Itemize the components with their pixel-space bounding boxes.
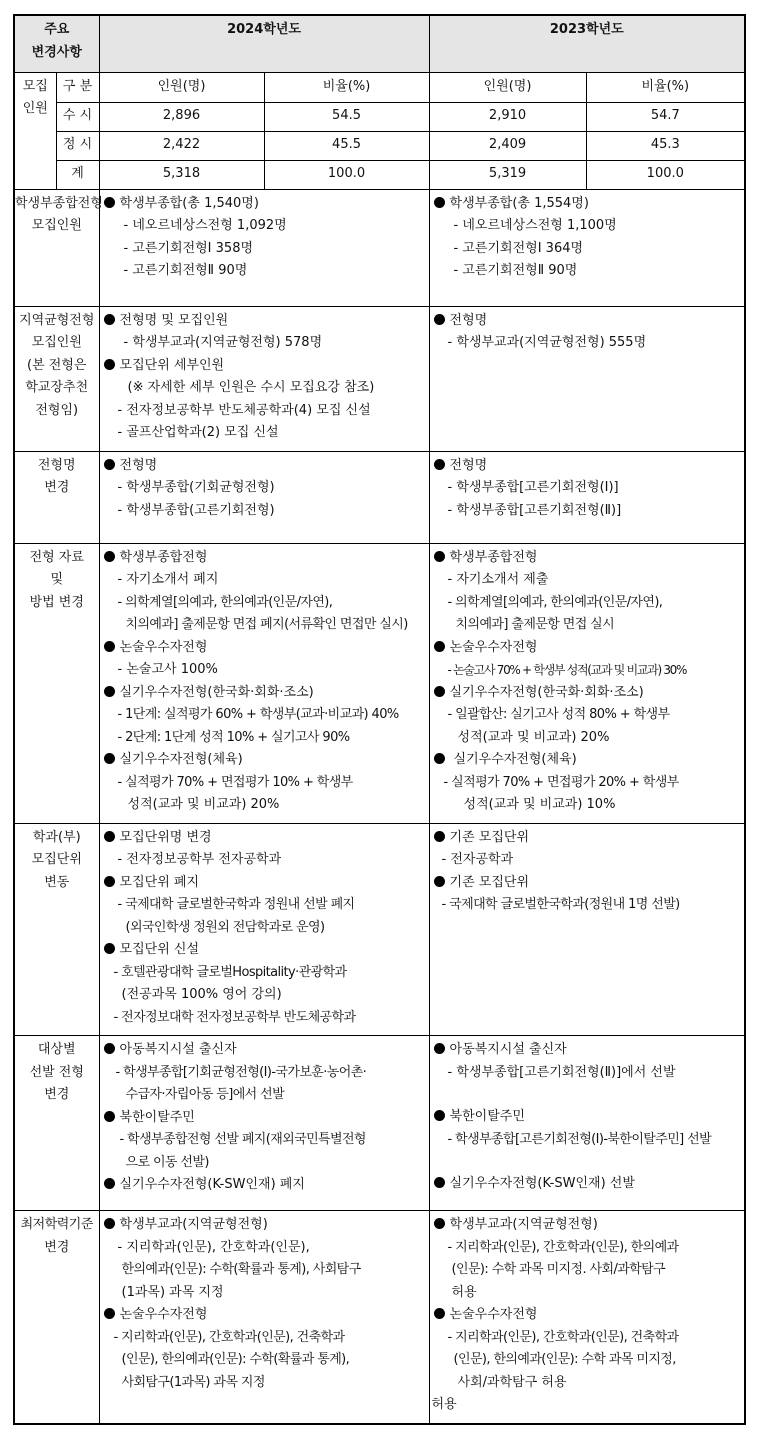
bullet-text: 실기우수자전형(K-SW인재) 폐지 — [119, 1177, 305, 1192]
bullet-text: 학생부교과(지역균형전형) — [119, 1217, 268, 1232]
label-line: 선발 전형 — [29, 1064, 84, 1080]
bullet-icon — [104, 359, 115, 370]
section-label — [14, 451, 99, 543]
detail-line: 한의예과(인문): 수학(확률과 통계), 사회탐구 — [121, 1262, 361, 1277]
bullet-text: 실기우수자전형(체육) — [119, 752, 243, 767]
bullet-icon — [434, 1043, 445, 1054]
detail-line: - 논술고사 100% — [117, 662, 218, 677]
bullet-text: 전형명 및 모집인원 — [119, 312, 229, 328]
section-label — [14, 823, 99, 1036]
header-label-line: 변경사항 — [31, 44, 82, 60]
col-2024-ratio: 비율(%) — [264, 72, 429, 102]
bullet-text: 논술우수자전형 — [119, 639, 208, 655]
header-2024: 2024학년도 — [99, 15, 429, 72]
bullet-icon — [434, 1177, 445, 1188]
admission-changes-table — [13, 14, 746, 1425]
cell-2023-count: 2,409 — [429, 131, 586, 160]
bullet-icon — [434, 753, 445, 764]
section-row-student-record-comprehensive — [14, 189, 745, 306]
detail-line: 사회/과학탐구 허용 — [457, 1374, 567, 1390]
header-row — [14, 15, 745, 72]
detail-line: 사회탐구(1과목) 과목 지정 — [121, 1374, 265, 1390]
bullet-icon — [104, 314, 115, 325]
bullet-text: 아동복지시설 출신자 — [119, 1042, 237, 1057]
detail-line: - 1단계: 실적평가 60% + 학생부(교과·비교과) 40% — [117, 707, 399, 722]
cell-2024-ratio: 54.5 — [264, 102, 429, 131]
section-row-target-selection — [14, 1036, 745, 1211]
label-line: 변동 — [44, 874, 70, 890]
bullet-text: 기존 모집단위 — [449, 874, 530, 890]
label-line: 학생부종합전형 — [15, 195, 103, 211]
bullet-text: 학생부종합전형 — [119, 549, 208, 565]
bullet-icon — [104, 876, 115, 887]
label-line: (본 전형은 — [27, 357, 87, 373]
bullet-text: 학생부교과(지역균형전형) — [449, 1217, 598, 1232]
section-label — [14, 1036, 99, 1211]
col-2024-count: 인원(명) — [99, 72, 264, 102]
row-category: 수 시 — [56, 102, 99, 131]
bullet-icon — [434, 831, 445, 842]
header-2023: 2023학년도 — [429, 15, 745, 72]
bullet-icon — [104, 1111, 115, 1122]
bullet-icon — [434, 459, 445, 470]
bullet-text: 논술우수자전형 — [449, 639, 538, 655]
detail-line: - 골프산업학과(2) 모집 신설 — [117, 425, 279, 440]
detail-line: - 의학계열[의예과, 한의예과(인문/자연), — [447, 594, 663, 610]
detail-line: 치의예과] 출제문항 면접 폐지(서류확인 면접만 실시) — [125, 617, 408, 632]
bullet-icon — [104, 1218, 115, 1229]
detail-line: - 고른기회전형Ⅰ 358명 — [123, 240, 254, 256]
bullet-icon — [104, 943, 115, 954]
bullet-icon — [434, 197, 445, 208]
table-row — [14, 131, 745, 160]
section-2024 — [99, 823, 429, 1036]
spacer — [434, 1084, 741, 1106]
recruitment-header-row — [14, 72, 745, 102]
bullet-text: 전형명 — [449, 457, 488, 473]
bullet-icon — [104, 831, 115, 842]
detail-line: - 고른기회전형Ⅱ 90명 — [453, 263, 578, 278]
bullet-icon — [104, 197, 115, 208]
label-line: 학교장추천 — [25, 380, 89, 395]
bullet-icon — [434, 641, 445, 652]
bullet-text: 논술우수자전형 — [449, 1307, 538, 1322]
detail-line: - 전자정보공학부 전자공학과 — [117, 852, 282, 867]
bullet-text: 실기우수자전형(한국화·회화·조소) — [119, 684, 314, 700]
bullet-text: 북한이탈주민 — [119, 1109, 195, 1125]
detail-line: (※ 자세한 세부 인원은 수시 모집요강 참조) — [127, 380, 375, 395]
detail-line: (전공과목 100% 영어 강의) — [121, 987, 282, 1002]
bullet-text: 모집단위 신설 — [119, 942, 199, 957]
detail-line: - 네오르네상스전형 1,100명 — [453, 218, 617, 233]
detail-line: - 자기소개서 제출 — [447, 572, 549, 587]
bullet-text: 모집단위명 변경 — [119, 829, 212, 845]
bullet-icon — [104, 551, 115, 562]
detail-line: - 학생부교과(지역균형전형) 578명 — [123, 335, 323, 350]
cell-2023-ratio: 54.7 — [586, 102, 745, 131]
detail-line: - 실적평가 70% + 면접평가 20% + 학생부 — [443, 774, 679, 790]
cell-2024-count: 5,318 — [99, 160, 264, 189]
bullet-text: 실기우수자전형(체육) — [453, 752, 577, 767]
bullet-text: 실기우수자전형(한국화·회화·조소) — [449, 684, 644, 700]
detail-line: - 학생부종합(기회균형전형) — [117, 480, 275, 495]
detail-line: (인문): 수학 과목 미지정. 사회/과학탐구 — [451, 1262, 666, 1277]
detail-line: - 학생부종합전형 선발 폐지(재외국민특별전형 — [119, 1132, 366, 1147]
bullet-icon — [434, 1218, 445, 1229]
detail-line: - 학생부종합(고른기회전형) — [117, 502, 275, 518]
detail-line: 허용 — [431, 1397, 457, 1412]
bullet-icon — [104, 686, 115, 697]
label-line: 대상별 — [37, 1042, 76, 1057]
detail-line: - 학생부종합[고른기회전형(Ⅱ)] — [447, 502, 622, 518]
row-category: 정 시 — [56, 131, 99, 160]
detail-line: - 전자공학과 — [441, 852, 514, 867]
col-2023-count: 인원(명) — [429, 72, 586, 102]
cell-2024-count: 2,896 — [99, 102, 264, 131]
section-2024 — [99, 1211, 429, 1424]
detail-line: 성적(교과 및 비교과) 10% — [463, 797, 616, 812]
bullet-text: 북한이탈주민 — [449, 1109, 525, 1124]
bullet-icon — [434, 314, 445, 325]
bullet-icon — [434, 1110, 445, 1121]
detail-line: - 전자정보공학부 반도체공학과(4) 모집 신설 — [117, 402, 371, 418]
bullet-text: 기존 모집단위 — [449, 829, 530, 845]
row-category: 계 — [56, 160, 99, 189]
label-line: 전형 자료 — [29, 549, 84, 565]
detail-line: 으로 이동 선발) — [125, 1154, 209, 1170]
detail-line: - 2단계: 1단계 성적 10% + 실기고사 90% — [117, 729, 350, 745]
col-category: 구 분 — [56, 72, 99, 102]
label-line: 모집 — [22, 78, 48, 94]
bullet-icon — [104, 1308, 115, 1319]
section-row-regional-balance — [14, 306, 745, 451]
detail-line: - 학생부교과(지역균형전형) 555명 — [447, 335, 647, 350]
detail-line: - 네오르네상스전형 1,092명 — [123, 218, 287, 233]
section-2023 — [429, 451, 745, 543]
detail-line: (외국인학생 정원외 전담학과로 운영) — [125, 919, 325, 935]
detail-line: - 지리학과(인문), 간호학과(인문), 건축학과 — [447, 1329, 679, 1345]
section-2024 — [99, 543, 429, 823]
bullet-text: 논술우수자전형 — [119, 1307, 208, 1322]
bullet-icon — [434, 1308, 445, 1319]
section-row-department-changes — [14, 823, 745, 1036]
label-line: 지역균형전형 — [19, 312, 95, 328]
section-2023 — [429, 306, 745, 451]
section-row-materials-and-methods — [14, 543, 745, 823]
header-label-cell — [14, 15, 99, 72]
bullet-text: 학생부종합(총 1,554명) — [449, 195, 589, 211]
cell-2023-ratio: 100.0 — [586, 160, 745, 189]
detail-line: (인문), 한의예과(인문): 수학(확률과 통계), — [121, 1352, 350, 1367]
detail-line: (인문), 한의예과(인문): 수학 과목 미지정, — [453, 1352, 676, 1367]
detail-line: - 지리학과(인문), 간호학과(인문), 한의예과 — [447, 1239, 679, 1255]
label-line: 전형임) — [35, 402, 79, 418]
detail-line: - 호텔관광대학 글로벌Hospitality·관광학과 — [113, 964, 347, 980]
section-2024 — [99, 306, 429, 451]
bullet-text: 전형명 — [119, 457, 158, 473]
table-row — [14, 160, 745, 189]
bullet-text: 모집단위 폐지 — [119, 874, 199, 890]
cell-2023-count: 2,910 — [429, 102, 586, 131]
detail-line: - 학생부종합[기회균형전형(Ⅰ)-국가보훈·농어촌· — [115, 1064, 367, 1080]
detail-line: - 의학계열[의예과, 한의예과(인문/자연), — [117, 594, 333, 610]
label-line: 및 — [50, 572, 64, 587]
detail-line: - 학생부종합[고른기회전형(Ⅱ)]에서 선발 — [447, 1064, 676, 1080]
cell-2023-ratio: 45.3 — [586, 131, 745, 160]
detail-line: - 지리학과(인문), 간호학과(인문), — [117, 1239, 310, 1255]
bullet-icon — [104, 641, 115, 652]
label-line: 최저학력기준 — [20, 1217, 93, 1232]
bullet-text: 학생부종합전형 — [449, 549, 538, 565]
detail-line: 성적(교과 및 비교과) 20% — [457, 729, 610, 745]
table-row — [14, 102, 745, 131]
col-2023-ratio: 비율(%) — [586, 72, 745, 102]
label-line: 변경 — [44, 1239, 70, 1255]
bullet-icon — [434, 686, 445, 697]
detail-line: 허용 — [451, 1284, 477, 1300]
bullet-icon — [104, 1043, 115, 1054]
label-line: 모집인원 — [31, 218, 82, 233]
section-label — [14, 1211, 99, 1424]
detail-line: - 자기소개서 폐지 — [117, 572, 219, 587]
bullet-text: 실기우수자전형(K-SW인재) 선발 — [449, 1176, 635, 1191]
detail-line: 성적(교과 및 비교과) 20% — [127, 797, 280, 812]
cell-2024-count: 2,422 — [99, 131, 264, 160]
detail-line: - 일괄합산: 실기고사 성적 80% + 학생부 — [447, 707, 670, 722]
label-line: 변경 — [44, 480, 70, 495]
bullet-text: 아동복지시설 출신자 — [449, 1042, 567, 1057]
bullet-icon — [104, 753, 115, 764]
detail-line: - 국제대학 글로벌한국학과(정원내 1명 선발) — [441, 897, 680, 912]
section-2023 — [429, 543, 745, 823]
cell-2023-count: 5,319 — [429, 160, 586, 189]
recruitment-label — [14, 72, 56, 189]
detail-line: - 전자정보대학 전자정보공학부 반도체공학과 — [113, 1009, 356, 1025]
bullet-icon — [434, 876, 445, 887]
cell-2024-ratio: 100.0 — [264, 160, 429, 189]
bullet-text: 학생부종합(총 1,540명) — [119, 195, 259, 211]
bullet-text: 전형명 — [449, 312, 488, 328]
detail-line: - 지리학과(인문), 간호학과(인문), 건축학과 — [113, 1329, 345, 1345]
label-line: 모집인원 — [31, 335, 82, 350]
detail-line: - 고른기회전형Ⅱ 90명 — [123, 263, 248, 278]
label-line: 모집단위 — [31, 852, 82, 867]
header-label-line: 주요 — [44, 22, 70, 37]
bullet-text: 모집단위 세부인원 — [119, 357, 225, 373]
detail-line: - 실적평가 70% + 면접평가 10% + 학생부 — [117, 774, 353, 790]
detail-line: (1과목) 과목 지정 — [121, 1284, 224, 1300]
section-2023 — [429, 1211, 745, 1424]
section-2024 — [99, 189, 429, 306]
detail-line: - 고른기회전형Ⅰ 364명 — [453, 240, 584, 256]
detail-line: - 학생부종합[고른기회전형(Ⅰ)-북한이탈주민] 선발 — [447, 1131, 712, 1147]
section-label — [14, 543, 99, 823]
section-row-admission-name-change — [14, 451, 745, 543]
bullet-icon — [434, 551, 445, 562]
cell-2024-ratio: 45.5 — [264, 131, 429, 160]
detail-line: - 학생부종합[고른기회전형(Ⅰ)] — [447, 480, 619, 495]
bullet-icon — [104, 459, 115, 470]
label-line: 학과(부) — [32, 829, 81, 845]
section-label — [14, 189, 103, 306]
detail-line: - 국제대학 글로벌한국학과 정원내 선발 폐지 — [117, 897, 355, 912]
label-line: 방법 변경 — [29, 594, 84, 610]
section-2024 — [99, 1036, 429, 1211]
bullet-icon — [104, 1178, 115, 1189]
detail-line: 치의예과] 출제문항 면접 실시 — [455, 617, 615, 632]
label-line: 변경 — [44, 1087, 70, 1102]
label-line: 전형명 — [37, 457, 76, 473]
detail-line: - 논술고사 70% + 학생부 성적(교과 및 비교과) 30% — [447, 663, 687, 677]
section-2023 — [429, 189, 745, 306]
section-2023 — [429, 823, 745, 1036]
spacer — [434, 1151, 741, 1173]
section-row-minimum-standards — [14, 1211, 745, 1424]
label-line: 인원 — [22, 100, 48, 116]
detail-line: 수급자·자립아동 등]에서 선발 — [125, 1087, 285, 1102]
section-label — [14, 306, 99, 451]
section-2023 — [429, 1036, 745, 1211]
section-2024 — [99, 451, 429, 543]
